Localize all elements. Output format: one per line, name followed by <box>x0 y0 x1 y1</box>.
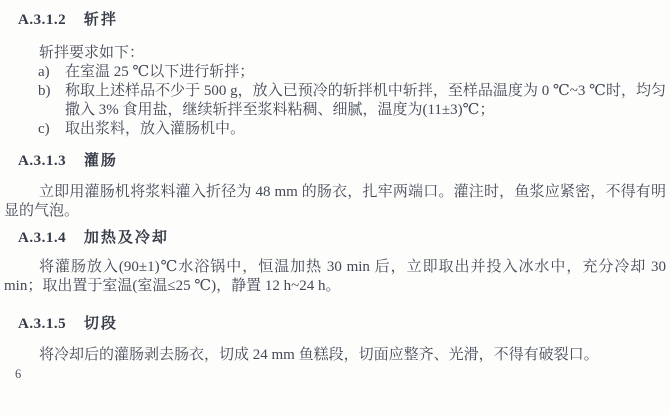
clause-title: 斩拌 <box>83 12 118 28</box>
list-item-b <box>38 82 666 120</box>
clause-paragraph: 立即用灌肠机将浆料灌入折径为 48 mm 的肠衣，扎牢两端口。灌注时，鱼浆应紧密，不得有明显的气泡。 <box>4 184 666 219</box>
page-number: 6 <box>15 367 22 381</box>
list-marker: a) <box>38 64 50 80</box>
list-item-c <box>38 120 666 139</box>
list-item-text: 在室温 25 ℃以下进行斩拌； <box>65 64 255 80</box>
clause-heading <box>18 229 670 248</box>
clause-heading <box>18 152 670 171</box>
section-cutting <box>0 315 670 365</box>
clause-heading <box>18 315 670 334</box>
clause-number: A.3.1.3 <box>18 153 67 169</box>
clause-number: A.3.1.5 <box>18 316 67 332</box>
clause-heading <box>18 11 670 30</box>
section-heating-cooling <box>0 229 670 296</box>
section-sausage-filling <box>0 152 670 221</box>
clause-title: 灌肠 <box>83 153 118 169</box>
requirements-list <box>0 63 670 139</box>
clause-paragraph: 将冷却后的灌肠剥去肠衣，切成 24 mm 鱼糕段，切面应整齐、光滑，不得有破裂口。 <box>39 347 599 363</box>
list-marker: b) <box>38 83 51 99</box>
list-marker: c) <box>38 121 50 137</box>
clause-title: 加热及冷却 <box>83 230 169 246</box>
clause-number: A.3.1.2 <box>18 12 67 28</box>
clause-number: A.3.1.4 <box>18 230 67 246</box>
section-chopping <box>0 11 670 139</box>
clause-paragraph: 将灌肠放入(90±1)℃水浴锅中，恒温加热 30 min 后，立即取出并投入冰水中，充分冷却 30 min；取出置于室温(室温≤25 ℃)，静置 12 h~24 h。 <box>4 259 666 294</box>
list-intro: 斩拌要求如下： <box>39 45 145 61</box>
clause-title: 切段 <box>83 316 118 332</box>
list-item-text: 取出浆料，放入灌肠机中。 <box>65 121 246 137</box>
list-item-a <box>38 63 666 82</box>
list-item-text: 称取上述样品不少于 500 g，放入已预冷的斩拌机中斩拌，至样品温度为 0 ℃~3 ℃时，均匀撒入 3% 食用盐，继续斩拌至浆料粘稠、细腻，温度为(11±3)℃； <box>65 83 666 118</box>
